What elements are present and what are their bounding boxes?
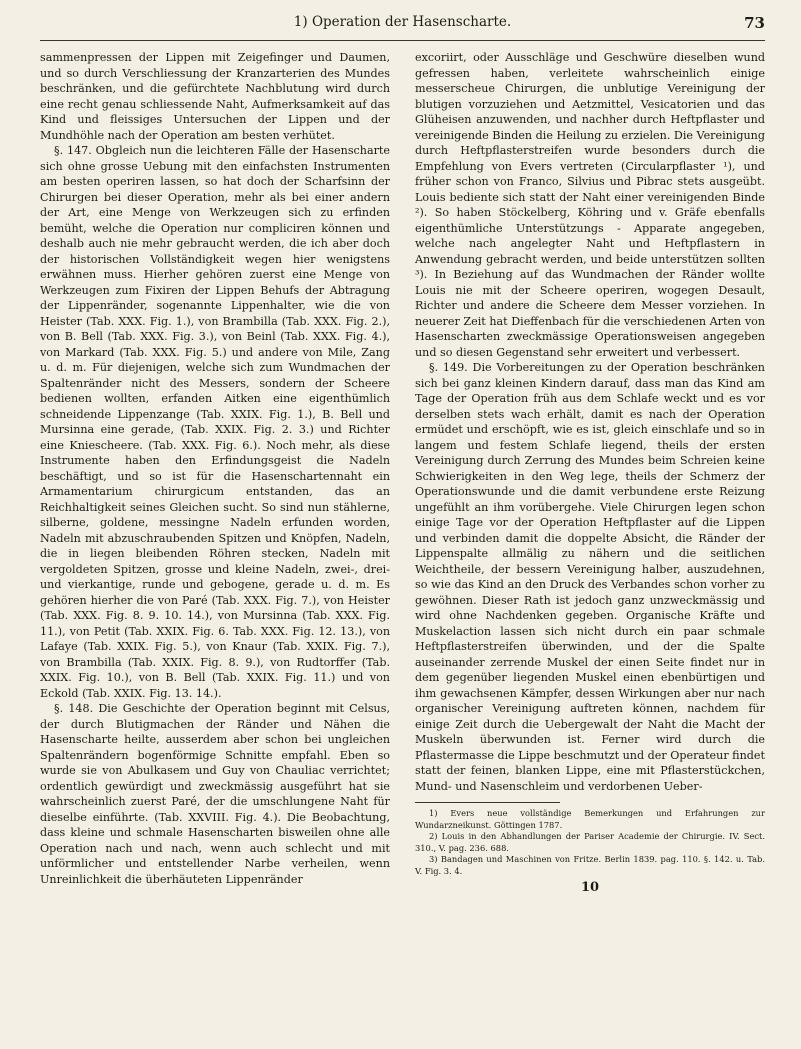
paragraph: §. 148. Die Geschichte der Operation beginnt mit Celsus, der durch Blutigmachen der Ränder und Nähen die Hasenscharte heilte, ausserdem aber schon bei ungleichen Spaltenrändern bogenförmige Schnitte empfahl. Eben so wurde sie von Abulkasem und Guy von Chauliac verrichtet; ordentlich gewürdigt und zweckmässig ausgeführt hat sie wahrscheinlich zuerst Paré, der die umschlungene Naht für dieselbe einführte. (Tab. XXVIII. Fig. 4.). Die Beobachtung, dass kleine und schmale Hasenscharten bisweilen ohne alle Operation nach und nach, wenn auch schlecht und mit unförmlicher und entstellender Narbe verheilen, wenn Unreinlichkeit die überhäuteten Lippenränder bbox=[40, 702, 390, 886]
running-title: 1) Operation der Hasenscharte. bbox=[293, 14, 512, 30]
paragraph: §. 149. Die Vorbereitungen zu der Operation beschränken sich bei ganz kleinen Kindern darauf, dass man das Kind am Tage der Operation früh aus dem Schlafe weckt und es vor derselben stets wach erhält, damit es nach der Operation ermüdet und erschöpft, wie es ist, gleich einschlafe und so in langem und festem Schlafe liegend, theils der ersten Vereinigung durch Zerrung des Mundes beim Schreien keine Schwierigkeiten in den Weg lege, theils der Schmerz der Operationswunde und die damit verbundene erste Reizung ungefühlt an ihm vorübergehe. Viele Chirurgen legen schon einige Tage vor der Operation Heftpflaster auf die Lippen und verbinden damit die doppelte Absicht, die Ränder der Lippenspalte allmälig zu nähern und die seitlichen Weichtheile, der bessern Vereinigung halber, auszudehnen, so wie das Kind an den Druck des Verbandes schon vorher zu gewöhnen. Dieser Rath ist jedoch ganz unzweckmässig und wird ohne Nachdenken gegeben. Organische Kräfte und Muskelaction lassen sich nicht durch ein paar schmale Heftpflasterstreifen überwinden, und der die Spalte auseinander zerrende Muskel der einen Seite findet nur in dem gegenüber liegenden Muskel einen ebenbürtigen und ihm gewachsenen Kämpfer, dessen Wirkungen aber nur nach organischer Vereinigung auftreten können, nachdem für einige Zeit durch die Uebergewalt der Naht die Macht der Muskeln überwunden ist. Ferner wird durch die Pflastermasse die Lippe beschmutzt und der Operateur findet statt der feinen, blanken Lippe, eine mit Pflasterstückchen, Mund- und Nasenschleim und verdorbenen Ueber- bbox=[415, 361, 765, 793]
header-rule bbox=[40, 40, 765, 41]
footnote: 3) Bandagen und Maschinen von Fritze. Berlin 1839. pag. 110. §. 142. u. Tab. V. Fig. 3. 4. bbox=[415, 854, 765, 876]
paragraph: excoriirt, oder Ausschläge und Geschwüre dieselben wund gefressen haben, verleitete wahrscheinlich einige messerscheue Chirurgen, die unblutige Vereinigung der blutigen vorzuziehen und Aetzmittel, Vesicatorien und das Glüheisen anzuwenden, und nachher durch Heftpflaster und vereinigende Binden die Heilung zu erzielen. Die Vereinigung durch Heftpflasterstreifen wurde besonders durch die Empfehlung von Evers vertreten (Circularpflaster ¹), und früher schon von Franco, Silvius und Pibrac stets ausgeübt. Louis bediente sich statt der Naht einer vereinigenden Binde ²). So haben Stöckelberg, Köhring und v. Gräfe ebenfalls eigenthümliche Unterstützungs - Apparate angegeben, welche nach angelegter Naht und Heftpflastern in Anwendung gebracht werden, und beide unterstützen sollten ³). In Beziehung auf das Wundmachen der Ränder wollte Louis nie mit der Scheere operiren, wogegen Desault, Richter und andere die Scheere dem Messer vorziehen. In neuerer Zeit hat Dieffenbach für die verschiedenen Arten von Hasenscharten zweckmässige Operationsweisen angegeben und so diesen Gegenstand sehr erweitert und verbessert. bbox=[415, 51, 765, 359]
paragraph: §. 147. Obgleich nun die leichteren Fälle der Hasenscharte sich ohne grosse Uebung mit den einfachsten Instrumenten am besten operiren lassen, so hat doch der Scharfsinn der Chirurgen bei dieser Operation, mehr als bei einer andern der Art, eine Menge von Werkzeugen sich zu erfinden bemüht, welche die Operation nur compliciren können und deshalb auch nie mehr gebraucht werden, die ich aber doch der historischen Vollständigkeit wegen hier wenigstens erwähnen muss. Hierher gehören zuerst eine Menge von Werkzeugen zum Fixiren der Lippen Behufs der Abtragung der Lippenränder, sogenannte Lippenhalter, wie die von Heister (Tab. XXX. Fig. 1.), von Brambilla (Tab. XXX. Fig. 2.), von B. Bell (Tab. XXX. Fig. 3.), von Beinl (Tab. XXX. Fig. 4.), von Markard (Tab. XXX. Fig. 5.) und andere von Mile, Zang u. d. m. Für diejenigen, welche sich zum Wundmachen der Spaltenränder nicht des Messers, sondern der Scheere bedienen wollten, erfanden Aitken eine eigenthümlich schneidende Lippenzange (Tab. XXIX. Fig. 1.), B. Bell und Mursinna eine gerade, (Tab. XXIX. Fig. 2. 3.) und Richter eine Kniescheere. (Tab. XXX. Fig. 6.). Noch mehr, als diese Instrumente haben den Erfindungsgeist die Nadeln beschäftigt, und so ist für die Hasenschartennaht ein Armamentarium chirurgicum entstanden, das an Reichhaltigkeit seines Gleichen sucht. So sind nun stählerne, silberne, goldene, messingne Nadeln erfunden worden, Nadeln mit abzuschraubenden Spitzen und Knöpfen, Nadeln, die in liegen bleibenden Röhren stecken, Nadeln mit vergoldeten Spitzen, grosse und kleine Nadeln, zwei-, drei- und vierkantige, runde und gebogene, gerade u. d. m. Es gehören hierher die von Paré (Tab. XXX. Fig. 7.), von Heister (Tab. XXX. Fig. 8. 9. 10. 14.), von Mursinna (Tab. XXX. Fig. 11.), von Petit (Tab. XXIX. Fig. 6. Tab. XXX. Fig. 12. 13.), von Lafaye (Tab. XXIX. Fig. 5.), von Knaur (Tab. XXIX. Fig. 7.), von Brambilla (Tab. XXIX. Fig. 8. 9.), von Rudtorffer (Tab. XXIX. Fig. 10.), von B. Bell (Tab. XXIX. Fig. 11.) und von Eckold (Tab. XXIX. Fig. 13. 14.). bbox=[40, 144, 390, 700]
footnote: 1) Evers neue vollständige Bemerkungen und Erfahrungen zur Wundarzneikunst. Göttingen 1787. bbox=[415, 808, 765, 830]
footnote-rule bbox=[415, 802, 560, 803]
paragraph: sammenpressen der Lippen mit Zeigefinger und Daumen, und so durch Verschliessung der Kranzarterien des Mundes beschränken, und die gefürchtete Nachblutung wird durch eine recht genau schliessende Naht, Aufmerksamkeit auf das Kind und fleissiges Untersuchen der Lippen und der Mundhöhle nach der Operation am besten verhütet. bbox=[40, 51, 390, 142]
signature-mark: 10 bbox=[580, 880, 600, 895]
left-column bbox=[40, 50, 390, 887]
running-header bbox=[40, 14, 765, 36]
footnote: 2) Louis in den Abhandlungen der Pariser Academie der Chirurgie. IV. Sect. 310., V. pag. 236. 688. bbox=[415, 831, 765, 853]
right-column bbox=[415, 50, 765, 896]
page-number: 73 bbox=[744, 14, 765, 32]
